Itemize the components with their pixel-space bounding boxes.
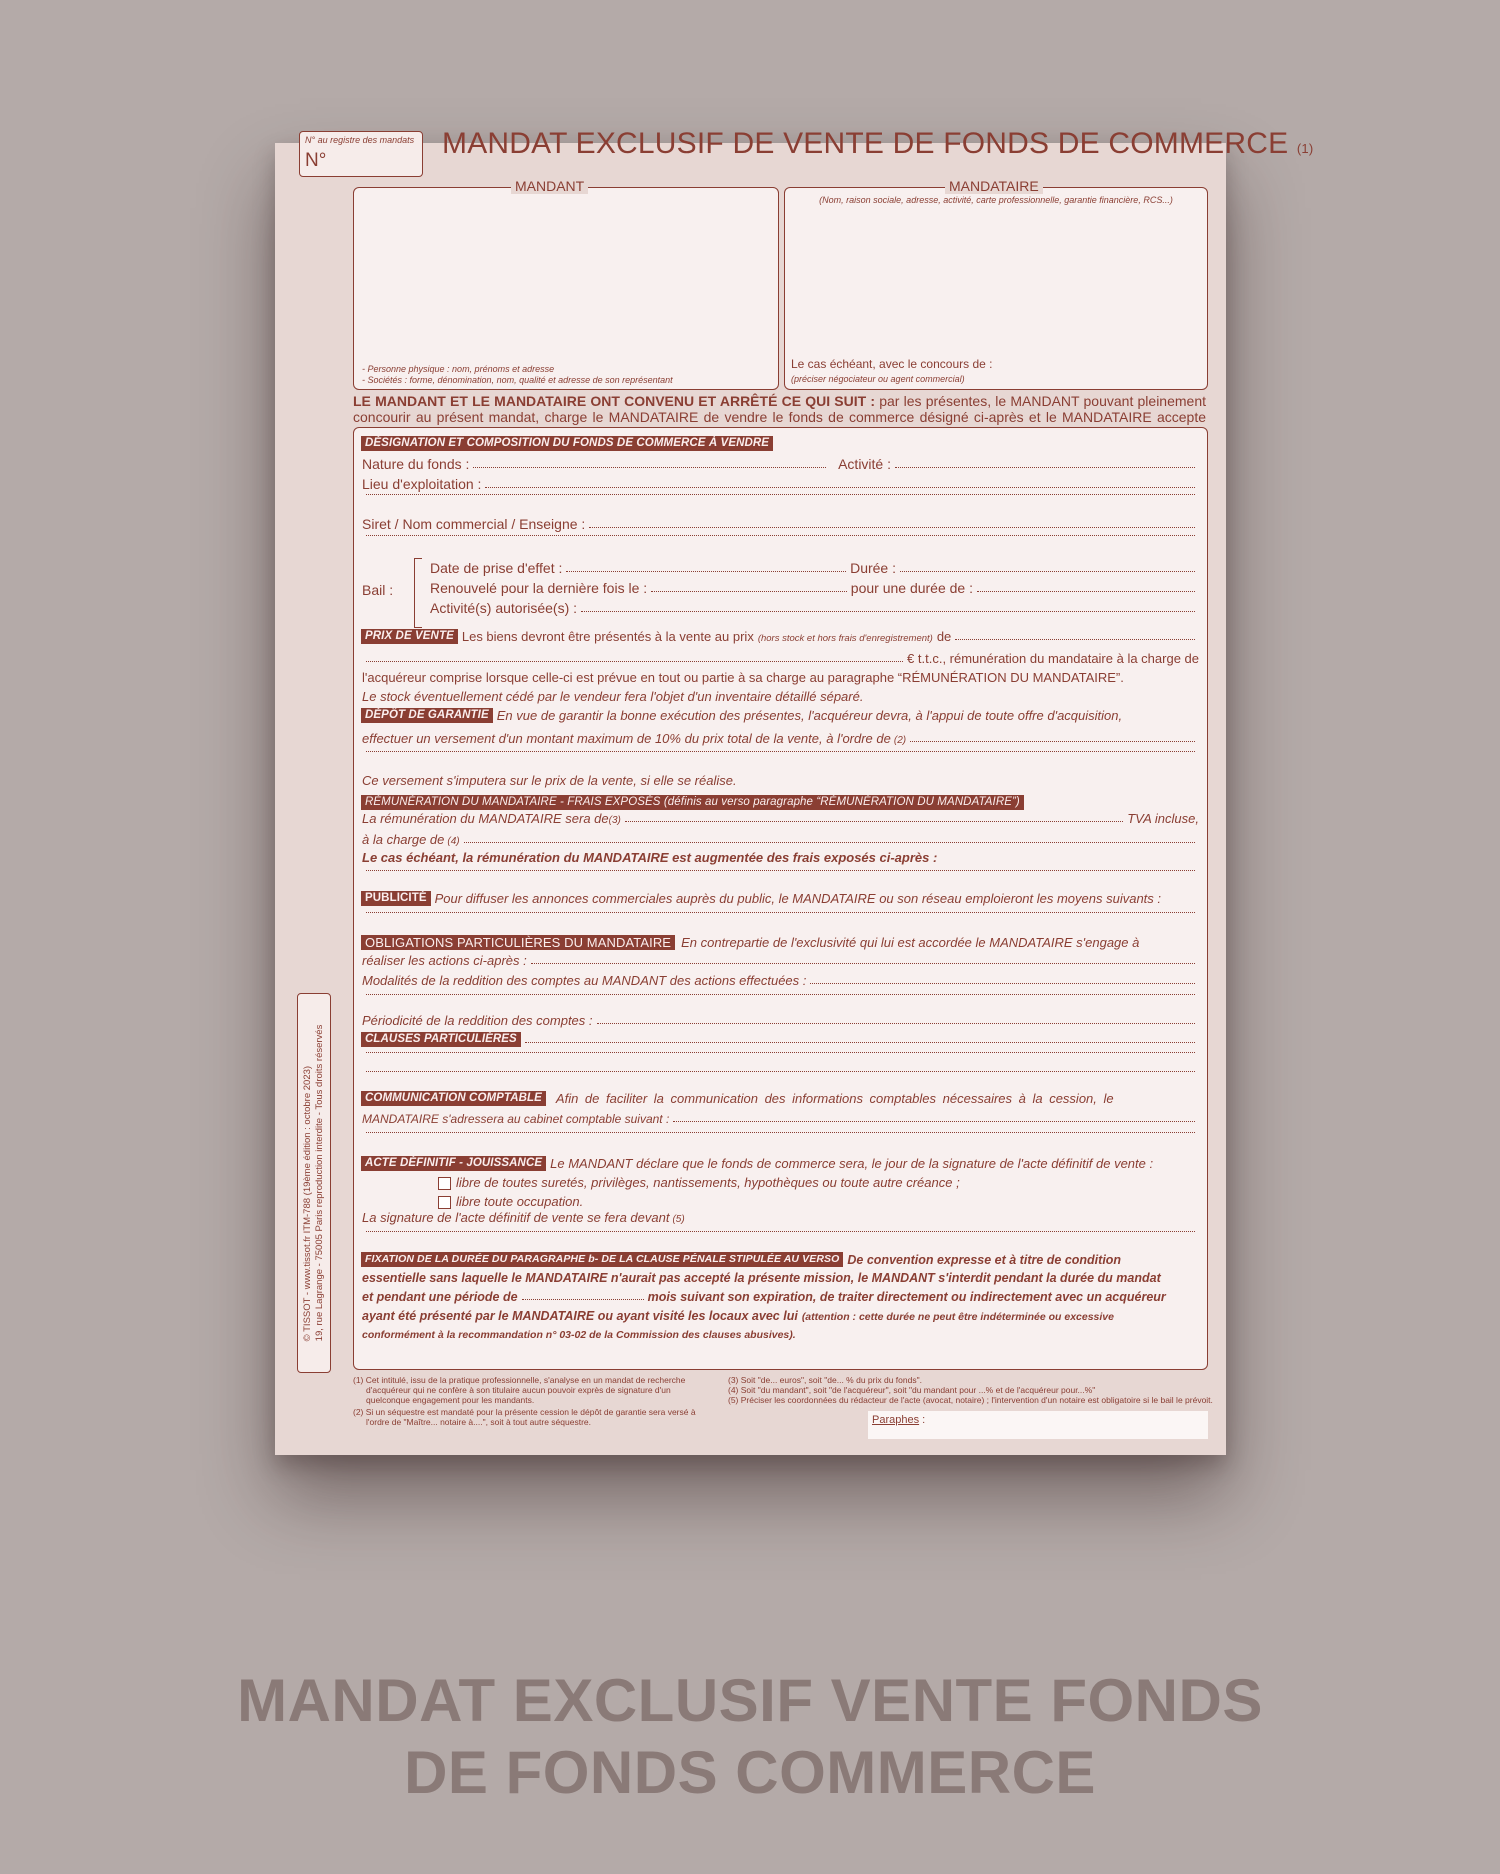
section-acte: ACTE DÉFINITIF - JOUISSANCE <box>361 1156 546 1171</box>
label-date-effet: Date de prise d'effet : <box>430 560 563 576</box>
bail-label: Bail : <box>362 582 394 598</box>
section-clauses: CLAUSES PARTICULIÈRES <box>361 1032 521 1047</box>
field-depot-ordre[interactable] <box>910 741 1195 742</box>
checkbox-occupation[interactable] <box>438 1196 451 1209</box>
prix-line2: l'acquéreur comprise lorsque celle-ci est prévue en tout ou partie à sa charge au paragraphe “RÉMUNÉRATION DU MANDATAIRE”. <box>362 670 1124 685</box>
copyright-text <box>302 1025 326 1342</box>
row-modalites <box>362 973 1199 988</box>
signature-text: La signature de l'acte définitif de vente se fera devant <box>362 1210 670 1225</box>
register-no: N° <box>305 150 327 171</box>
row-prix-line2 <box>362 670 1199 685</box>
field-clauses[interactable] <box>525 1042 1195 1043</box>
field-obligations[interactable] <box>531 963 1195 964</box>
field-publicite[interactable] <box>366 912 1195 913</box>
row-siret-2 <box>362 535 1199 540</box>
row-prix-ttc <box>362 651 1199 666</box>
modalites-text: Modalités de la reddition des comptes au MANDANT des actions effectuées : <box>362 973 807 988</box>
row-depot-line2 <box>362 731 1199 746</box>
document-title <box>442 127 1313 161</box>
obligations-text: En contrepartie de l'exclusivité qui lui est accordée le MANDATAIRE s'engage à <box>681 935 1140 950</box>
prix-de: de <box>936 629 952 644</box>
copyright-line-1: © TISSOT - www.tissot.fr ITM-788 (19ème édition : octobre 2023) <box>302 1065 313 1342</box>
footnotes-right <box>728 1375 1218 1405</box>
form-document <box>275 127 1314 1455</box>
row-signature-line <box>362 1231 1199 1236</box>
footnote-1a: (1) Cet intitulé, issu de la pratique professionnelle, s'analyse en un mandat de recherche <box>353 1375 686 1385</box>
remun-text: La rémunération du MANDATAIRE sera de <box>362 811 609 826</box>
section-fixation: FIXATION DE LA DURÉE DU PARAGRAPHE b- DE LA CLAUSE PÉNALE STIPULÉE AU VERSO <box>361 1252 843 1267</box>
paraphes-colon: : <box>919 1414 926 1426</box>
row-fixation-3 <box>362 1290 1199 1304</box>
section-obligations: OBLIGATIONS PARTICULIÈRES DU MANDATAIRE <box>361 935 675 950</box>
row-renouvele <box>430 580 1199 596</box>
field-nature[interactable] <box>473 467 826 468</box>
row-depot-line4 <box>362 773 1199 788</box>
bail-bracket <box>414 558 422 628</box>
acte-opt1: libre de toutes suretés, privilèges, nantissements, hypothèques ou toute autre créance ; <box>456 1175 960 1190</box>
mandataire-concours-note: (préciser négociateur ou agent commercial) <box>791 374 965 384</box>
field-periodicite[interactable] <box>597 1023 1195 1024</box>
mandant-box[interactable] <box>353 178 779 390</box>
row-depot <box>361 708 1199 723</box>
prix-text: Les biens devront être présentés à la vente au prix <box>461 629 754 644</box>
acte-text: Le MANDANT déclare que le fonds de commerce sera, le jour de la signature de l'acte définitif de vente : <box>550 1156 1154 1171</box>
field-comptable[interactable] <box>673 1121 1195 1122</box>
row-fixation-4 <box>362 1309 1199 1323</box>
fixation-text5: conformément à la recommandation n° 03-02 de la Commission des clauses abusives). <box>362 1329 796 1341</box>
agreement-bold: LE MANDANT ET LE MANDATAIRE ONT CONVENU ET ARRÊTÉ CE QUI SUIT : <box>353 393 876 409</box>
section-prix: PRIX DE VENTE <box>361 629 458 644</box>
caption-line-2: DE FONDS COMMERCE <box>404 1739 1096 1806</box>
field-pour-duree[interactable] <box>977 591 1195 592</box>
depot-text: En vue de garantir la bonne exécution des présentes, l'acquéreur devra, à l'appui de toute offre d'acquisition, <box>496 708 1123 723</box>
publicite-text: Pour diffuser les annonces commerciales auprès du public, le MANDATAIRE ou son réseau emploieront les moyens suivants : <box>434 891 1162 906</box>
fixation-text2: essentielle sans laquelle le MANDATAIRE n'aurait pas accepté la présente mission, le MANDANT s'interdit pendant la durée du mandat <box>362 1271 1161 1285</box>
fixation-text3b: mois suivant son expiration, de traiter directement ou indirectement avec un acquéreur <box>647 1290 1166 1304</box>
checkbox-suretes[interactable] <box>438 1177 451 1190</box>
row-frais-line <box>362 870 1199 875</box>
footnote-1b: d'acquéreur qui ne confère à son titulaire aucun pouvoir exprès de signature d'un <box>366 1385 671 1395</box>
row-publicite <box>361 891 1199 906</box>
mandataire-box[interactable] <box>784 178 1208 390</box>
row-communication <box>361 1091 1199 1106</box>
label-activites-autorisees: Activité(s) autorisée(s) : <box>430 600 578 616</box>
row-obligations <box>361 935 1199 950</box>
row-siret <box>362 516 1199 532</box>
footnote-1c: quelconque engagement pour les mandants. <box>366 1395 535 1405</box>
section-remuneration: RÉMUNÉRATION DU MANDATAIRE - FRAIS EXPOSÉS (définis au verso paragraphe “RÉMUNÉRATION DU MANDATAIRE”) <box>361 795 1024 810</box>
label-siret: Siret / Nom commercial / Enseigne : <box>362 516 586 532</box>
paraphes-box[interactable] <box>868 1411 1208 1439</box>
charge-note: (4) <box>447 836 460 847</box>
communication-line2: MANDATAIRE s'adressera au cabinet comptable suivant : <box>362 1112 670 1126</box>
stock-text: Le stock éventuellement cédé par le vendeur fera l'objet d'un inventaire détaillé séparé. <box>362 689 864 704</box>
section-communication: COMMUNICATION COMPTABLE <box>361 1091 546 1106</box>
section-publicite: PUBLICITÉ <box>361 891 431 906</box>
frais-text: Le cas échéant, la rémunération du MANDATAIRE est augmentée des frais exposés ci-après : <box>362 850 938 865</box>
field-prix-montant[interactable] <box>366 661 903 662</box>
field-frais[interactable] <box>366 870 1195 871</box>
section-depot: DÉPÔT DE GARANTIE <box>361 708 493 723</box>
mandataire-note: (Nom, raison sociale, adresse, activité, carte professionnelle, garantie financière, RCS...) <box>819 195 1173 205</box>
mandataire-concours: Le cas échéant, avec le concours de : <box>791 357 993 371</box>
label-pour-duree: pour une durée de : <box>850 580 973 596</box>
footnote-5: (5) Préciser les coordonnées du rédacteur de l'acte (avocat, notaire) ; l'intervention d'un notaire est obligatoire si le bail le prévoit. <box>728 1395 1213 1405</box>
field-activite[interactable] <box>895 467 1195 468</box>
periodicite-text: Périodicité de la reddition des comptes : <box>362 1013 593 1028</box>
row-lieu-2 <box>362 494 1199 499</box>
copyright-line-2: 19, rue Lagrange - 75005 Paris reproduction interdite - Tous droits réservés <box>314 1024 325 1342</box>
footnote-4: (4) Soit "du mandant", soit "de l'acquéreur", soit "du mandant pour ...% et de l'acquéreur pour...%" <box>728 1385 1096 1395</box>
row-communication-line2 <box>362 1112 1199 1126</box>
row-clauses-3 <box>362 1071 1199 1076</box>
fixation-text1: De convention expresse et à titre de condition <box>847 1253 1122 1267</box>
row-modalites-line <box>362 994 1199 999</box>
row-obligations-line2 <box>362 953 1199 968</box>
mandant-note-1: - Personne physique : nom, prénoms et adresse <box>362 364 555 374</box>
row-signature <box>362 1210 1199 1225</box>
row-stock <box>362 689 1199 704</box>
label-duree: Durée : <box>850 560 896 576</box>
footnote-2a: (2) Si un séquestre est mandaté pour la présente cession le dépôt de garantie sera versé à <box>353 1407 696 1417</box>
fixation-text4a: ayant été présenté par le MANDATAIRE ou ayant visité les locaux avec lui <box>362 1309 798 1323</box>
depot-line2: effectuer un versement d'un montant maximum de 10% du prix total de la vente, à l'ordre de <box>362 731 891 746</box>
fixation-text4b: (attention : cette durée ne peut être indéterminée ou excessive <box>801 1311 1114 1323</box>
label-renouvele: Renouvelé pour la dernière fois le : <box>430 580 648 596</box>
field-siret-line2[interactable] <box>366 535 1195 536</box>
row-acte <box>361 1156 1199 1171</box>
row-publicite-line <box>362 912 1199 917</box>
field-depot-ordre-2[interactable] <box>366 751 1195 752</box>
label-nature: Nature du fonds : <box>362 456 470 472</box>
title-note: (1) <box>1296 141 1314 156</box>
row-communication-line3 <box>362 1132 1199 1137</box>
mandataire-heading: MANDATAIRE <box>945 178 1043 194</box>
footnotes-left <box>353 1375 718 1427</box>
footnote-3: (3) Soit "de... euros", soit "de... % du prix du fonds". <box>728 1375 922 1385</box>
field-clauses-2[interactable] <box>366 1052 1195 1053</box>
field-signature[interactable] <box>366 1231 1195 1232</box>
field-date-effet[interactable] <box>566 571 846 572</box>
row-clauses-2 <box>362 1052 1199 1057</box>
row-frais <box>362 850 1199 865</box>
label-lieu: Lieu d'exploitation : <box>362 476 482 492</box>
depot-note: (2) <box>893 735 907 746</box>
field-clauses-3[interactable] <box>366 1071 1195 1072</box>
field-siret[interactable] <box>589 527 1195 528</box>
field-modalites-2[interactable] <box>366 994 1195 995</box>
field-charge[interactable] <box>464 842 1195 843</box>
title-text: MANDAT EXCLUSIF DE VENTE DE FONDS DE COMMERCE <box>442 127 1289 160</box>
paraphes-label: Paraphes <box>872 1414 920 1426</box>
field-activites-autorisees[interactable] <box>581 611 1195 612</box>
communication-text: Afin de faciliter la communication des informations comptables nécessaires à la cession, le <box>555 1091 1114 1106</box>
row-acte-opt2 <box>438 1194 1199 1209</box>
field-lieu[interactable] <box>485 487 1195 488</box>
row-fixation <box>361 1252 1199 1267</box>
remun-tva: TVA incluse, <box>1127 811 1199 826</box>
footnote-2b: l'ordre de "Maître... notaire à....", soit à tout autre séquestre. <box>366 1417 591 1427</box>
field-comptable-2[interactable] <box>366 1132 1195 1133</box>
field-duree[interactable] <box>900 571 1195 572</box>
row-fixation-5 <box>362 1329 1199 1341</box>
row-fixation-2 <box>362 1271 1199 1285</box>
register-number-box[interactable] <box>299 131 423 177</box>
section-designation: DÉSIGNATION ET COMPOSITION DU FONDS DE COMMERCE À VENDRE <box>361 436 773 451</box>
register-label: N° au registre des mandats <box>305 135 415 145</box>
signature-note: (5) <box>672 1214 685 1225</box>
row-remuneration <box>362 811 1199 826</box>
obligations-line2: réaliser les actions ci-après : <box>362 953 527 968</box>
row-periodicite <box>362 1013 1199 1028</box>
row-clauses <box>361 1032 1199 1047</box>
mandant-heading: MANDANT <box>511 178 588 194</box>
copyright-sidebar <box>297 993 331 1373</box>
charge-text: à la charge de <box>362 832 445 847</box>
row-acte-opt1 <box>438 1175 1199 1190</box>
agreement-text: par les présentes, le MANDANT pouvant pleinement concourir au présent mandat, charge le MANDATAIRE de vendre le fonds de commerce désigné ci-après et le MANDATAIRE accepte <box>353 393 1207 425</box>
remun-note: (3) <box>608 815 621 826</box>
row-activites-autorisees <box>430 600 1199 616</box>
fixation-text3a: et pendant une période de <box>362 1290 518 1304</box>
field-remuneration[interactable] <box>625 821 1123 822</box>
field-modalites[interactable] <box>810 983 1195 984</box>
prix-ttc: € t.t.c., rémunération du mandataire à la charge de <box>907 651 1199 666</box>
main-section-box <box>353 427 1208 1370</box>
row-nature <box>362 456 1199 472</box>
row-prix <box>361 629 1199 644</box>
label-activite: Activité : <box>838 456 891 472</box>
caption-line-1: MANDAT EXCLUSIF VENTE FONDS <box>237 1667 1263 1734</box>
field-lieu-line2[interactable] <box>366 494 1195 495</box>
field-fixation-mois[interactable] <box>522 1299 644 1300</box>
row-depot-line3 <box>362 751 1199 756</box>
row-date-effet <box>430 560 1199 576</box>
depot-line4: Ce versement s'imputera sur le prix de la vente, si elle se réalise. <box>362 773 737 788</box>
prix-note: (hors stock et hors frais d'enregistrement) <box>757 633 933 644</box>
field-renouvele[interactable] <box>651 591 847 592</box>
row-charge <box>362 832 1199 847</box>
mandant-note-2: - Sociétés : forme, dénomination, nom, qualité et adresse de son représentant <box>362 375 673 385</box>
acte-opt2: libre toute occupation. <box>456 1194 584 1209</box>
row-lieu <box>362 476 1199 492</box>
field-prix[interactable] <box>955 639 1195 640</box>
